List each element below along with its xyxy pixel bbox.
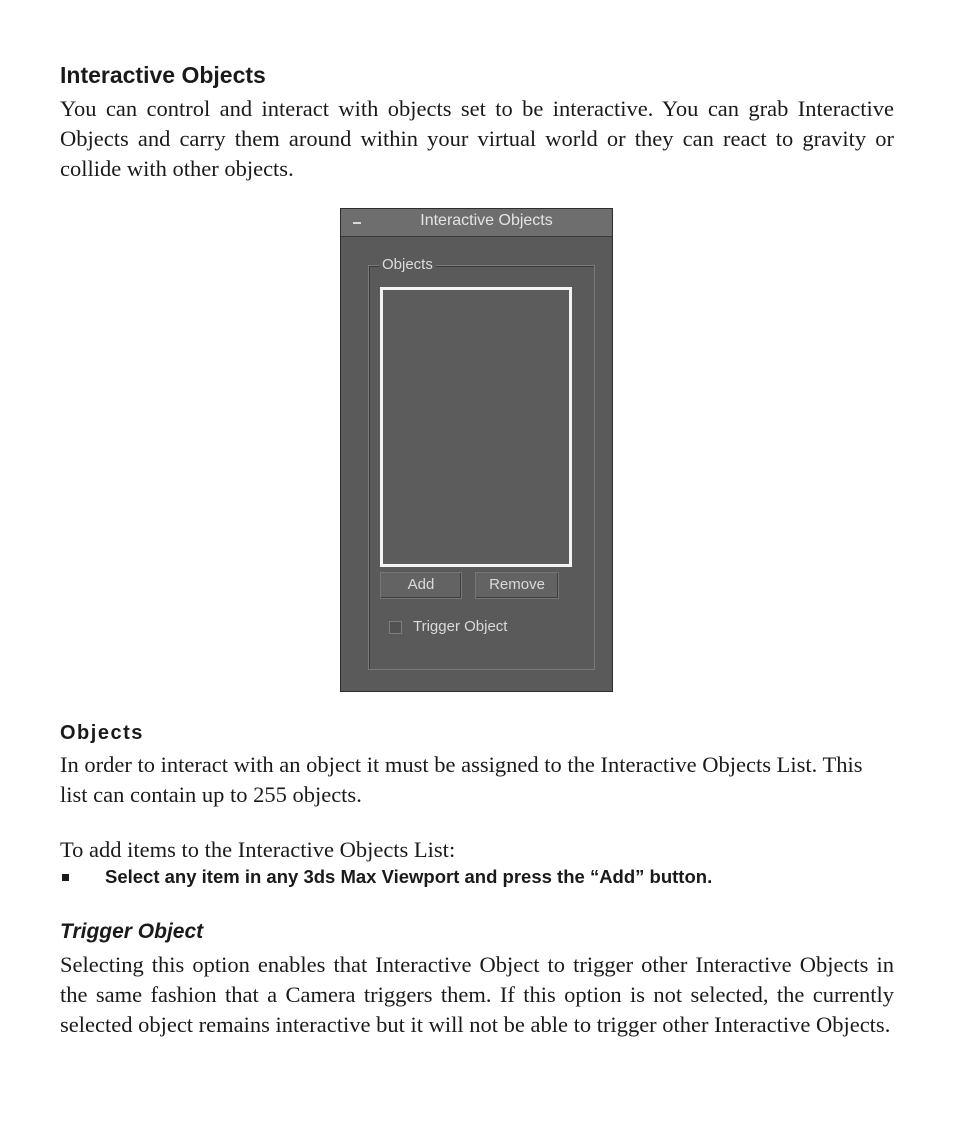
intro-paragraph: You can control and interact with objects set to be interactive. You can grab Interactive Objects and carry them around within your virtual world or they can react to gravity or collide with other objects. [60, 96, 894, 181]
section-heading-trigger-object: Trigger Object [60, 920, 204, 943]
interactive-objects-rollout [340, 208, 613, 692]
bullet-icon [62, 874, 69, 881]
checkbox-icon[interactable] [389, 621, 402, 634]
add-button[interactable]: Add [380, 572, 462, 599]
objects-listbox[interactable] [380, 287, 572, 567]
trigger-object-paragraph: Selecting this option enables that Interactive Object to trigger other Interactive Objects in the same fashion that a Camera triggers them. If this option is not selected, the currently selected object remains interactive but it will not be able to trigger other Interactive Objects. [60, 952, 894, 1037]
objects-paragraph: In order to interact with an object it must be assigned to the Interactive Objects List. This list can contain up to 255 objects. [60, 752, 863, 807]
bullet-text: Select any item in any 3ds Max Viewport and press the “Add” button. [105, 866, 713, 887]
objects-group-label: Objects [379, 256, 436, 273]
section-heading-objects: Objects [60, 722, 144, 744]
trigger-object-checkbox-label[interactable]: Trigger Object [413, 618, 508, 635]
add-items-intro: To add items to the Interactive Objects List: [60, 837, 456, 862]
rollout-header[interactable] [341, 209, 612, 237]
rollout-title: Interactive Objects [420, 212, 553, 229]
section-heading-interactive-objects: Interactive Objects [60, 62, 266, 88]
remove-button[interactable]: Remove [475, 572, 559, 599]
